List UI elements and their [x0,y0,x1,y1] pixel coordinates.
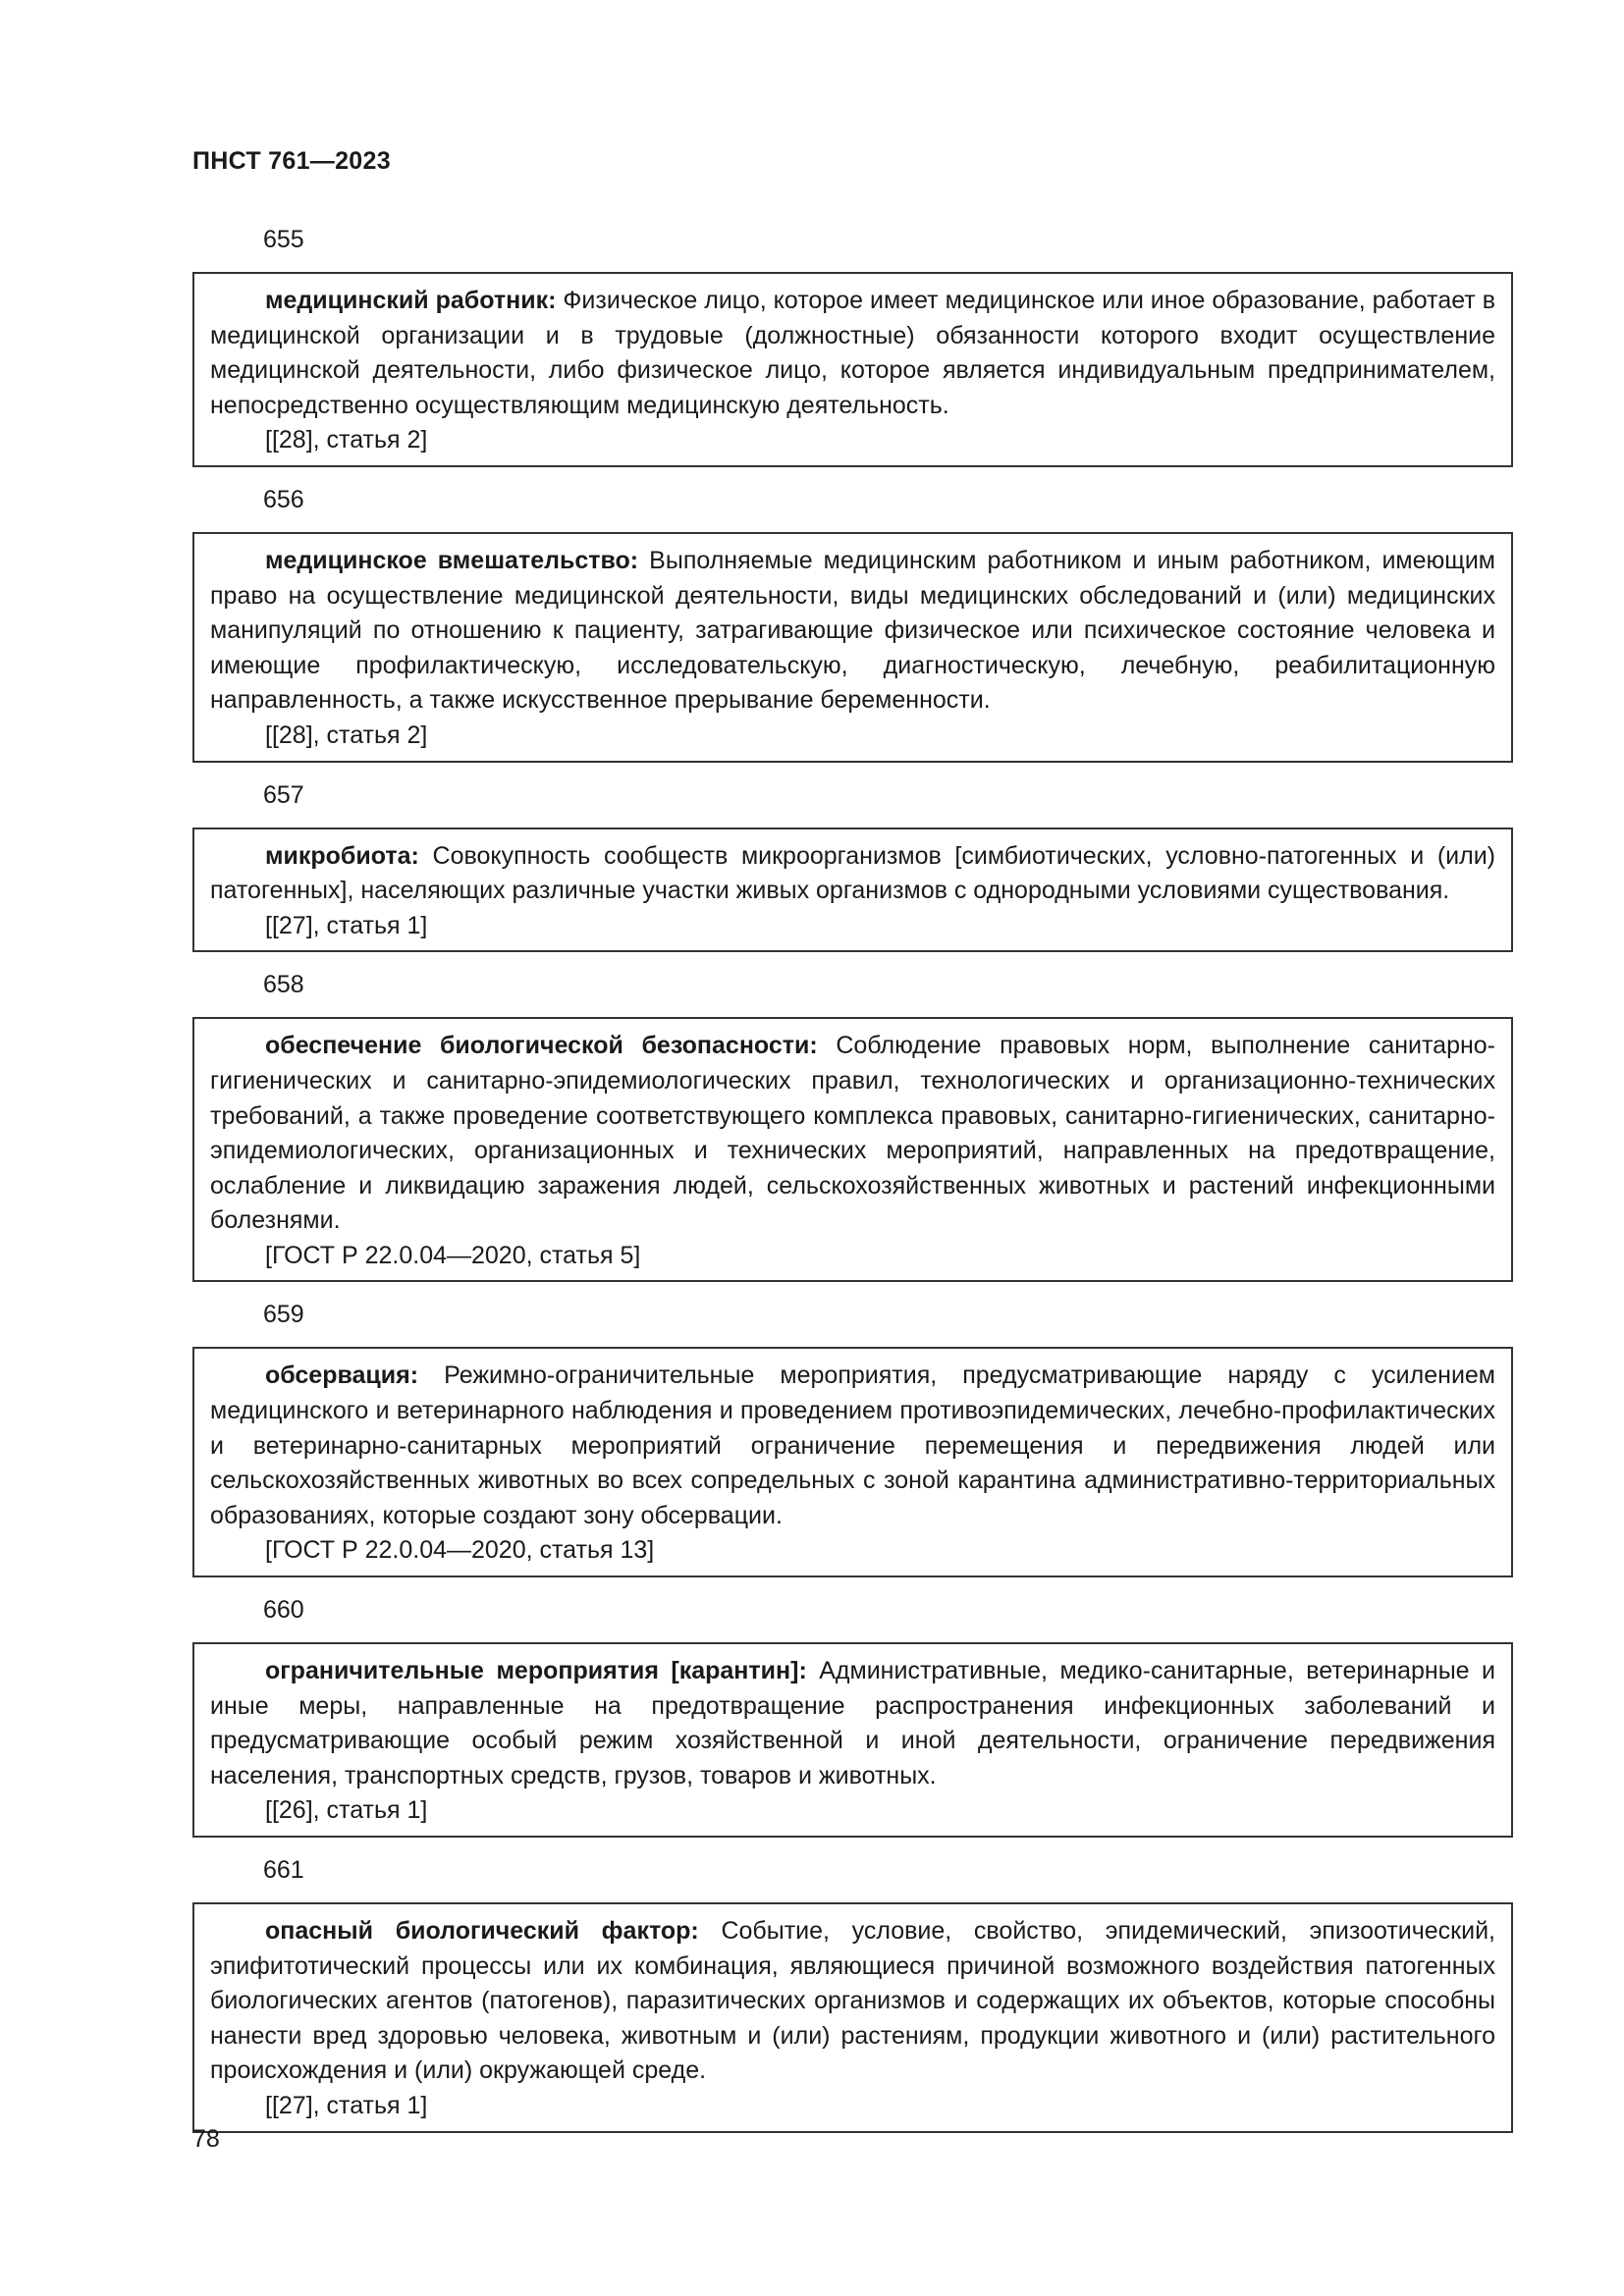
term-name: медицинский работник: [265,287,557,314]
term-source: [ГОСТ Р 22.0.04—2020, статья 5] [265,1241,641,1269]
term-definition: Совокупность сообществ микроорганизмов [симбиотических, условно-патогенных и (или) патогенных], населяющих различные участки живых организмов с однородными условиями существования. [210,841,1495,905]
term-number: 658 [263,971,304,999]
term-definition-paragraph [210,284,1495,423]
term-definition-paragraph [210,1914,1495,2089]
term-definition: Событие, условие, свойство, эпидемический, эпизоотический, эпифитотический процессы или их комбинация, являющиеся причиной возможного воздействия патогенных биологических агентов (патогенов), паразитических организмов и содержащих их объектов, которые способны нанести вред здоровью человека, животным и (или) растениям, продукции животного и (или) растительного происхождения и (или) окружающей среде. [210,1917,1495,2085]
term-source: [[28], статья 2] [265,721,428,749]
term-entry [192,1347,1513,1577]
term-source: [[27], статья 1] [265,911,428,939]
term-definition-paragraph [210,1654,1495,1793]
term-entry [192,532,1513,763]
term-definition-paragraph [210,1029,1495,1239]
term-source: [ГОСТ Р 22.0.04—2020, статья 13] [265,1536,655,1565]
term-source: [[28], статья 2] [265,426,428,454]
term-entry [192,1017,1513,1282]
term-definition: Режимно-ограничительные мероприятия, предусматривающие наряду с усилением медицинского и ветеринарного наблюдения и проведением противоэпидемических, лечебно-профилактических и ветеринарно-санитарных мероприятий ограничение перемещения и передвижения людей или сельскохозяйственных животных во всех сопредельных с зоной карантина административно-территориальных образованиях, которые создают зону обсервации. [210,1362,1495,1529]
term-name: обсервация: [265,1362,419,1390]
term-name: микробиота: [265,841,419,870]
term-source: [[26], статья 1] [265,1796,428,1825]
term-definition: Физическое лицо, которое имеет медицинское или иное образование, работает в медицинской организации и в трудовые (должностные) обязанности которого входит осуществление медицинской деятельности, либо физическое лицо, которое является индивидуальным предпринимателем, непосредственно осуществляющим медицинскую деятельность. [210,287,1496,419]
term-definition: Административные, медико-санитарные, ветеринарные и иные меры, направленные на предотвращение распространения инфекционных заболеваний и предусматривающие особый режим хозяйственной и иной деятельности, ограничение передвижения населения, транспортных средств, грузов, товаров и животных. [210,1657,1496,1789]
term-entry [192,1902,1513,2133]
page-number: 78 [192,2125,220,2153]
term-entry [192,272,1513,467]
term-number: 661 [263,1856,304,1884]
term-entry [192,1642,1513,1838]
term-number: 659 [263,1301,304,1329]
term-name: медицинское вмешательство: [265,546,639,574]
term-name: опасный биологический фактор: [265,1917,699,1945]
term-number: 660 [263,1596,304,1625]
term-definition-paragraph [210,1359,1495,1533]
term-definition-paragraph [210,544,1495,719]
term-number: 657 [263,780,304,809]
term-source: [[27], статья 1] [265,2091,428,2119]
term-name: ограничительные мероприятия [карантин]: [265,1657,807,1685]
term-name: обеспечение биологической безопасности: [265,1032,818,1060]
term-entry [192,828,1513,953]
term-definition: Выполняемые медицинским работником и иным работником, имеющим право на осуществление медицинской деятельности, виды медицинских обследований и (или) медицинских манипуляций по отношению к пациенту, затрагивающие физическое или психическое состояние человека и имеющие профилактическую, исследовательскую, диагностическую, лечебную, реабилитационную направленность, а также искусственное прерывание беременности. [210,546,1495,715]
term-definition-paragraph [210,839,1495,909]
term-definition: Соблюдение правовых норм, выполнение санитарно-гигиенических и санитарно-эпидемиологических правил, технологических и организационно-технических требований, а также проведение соответствующего комплекса правовых, санитарно-гигиенических, санитарно-эпидемиологических, организационных и технических мероприятий, направленных на предотвращение, ослабление и ликвидацию заражения людей, сельскохозяйственных животных и растений инфекционными болезнями. [210,1032,1496,1235]
term-number: 656 [263,485,304,513]
terms-list [192,222,1513,2148]
document-code-header: ПНСТ 761—2023 [192,147,391,175]
term-number: 655 [263,226,304,253]
